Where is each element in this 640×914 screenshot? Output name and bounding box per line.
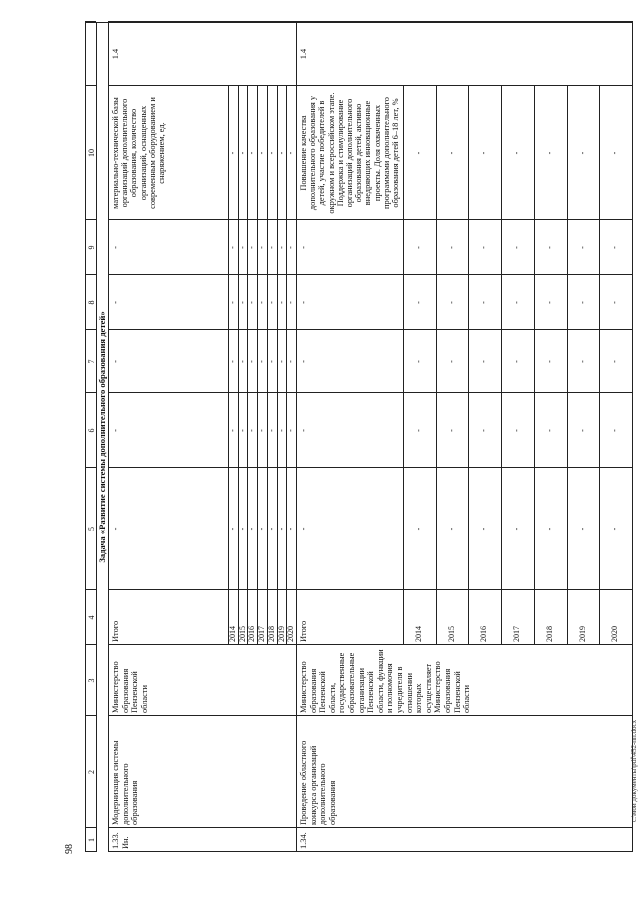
grid-line xyxy=(108,85,633,86)
year-value: - xyxy=(247,151,256,155)
year-value: - xyxy=(286,429,295,432)
measure-name: Проведение областного конкурса организаций дополнительного образования xyxy=(299,740,337,825)
year-label: 2016 xyxy=(247,626,256,642)
year-value: - xyxy=(447,429,457,432)
year-label: 2019 xyxy=(277,626,286,642)
year-value: - xyxy=(610,360,620,363)
year-value: - xyxy=(277,301,286,304)
year-value: - xyxy=(414,527,424,531)
year-value: - xyxy=(247,429,256,432)
year-value: - xyxy=(286,360,295,363)
column-number: 5 xyxy=(87,527,96,531)
year-value: - xyxy=(610,151,620,155)
year-value: - xyxy=(610,301,620,304)
year-value: - xyxy=(479,151,489,155)
column-number: 2 xyxy=(87,770,96,774)
year-value: - xyxy=(512,527,522,531)
year-value: - xyxy=(267,151,276,155)
year-value: - xyxy=(267,527,276,531)
grid-line xyxy=(108,715,633,716)
year-value: - xyxy=(238,360,247,363)
year-value: - xyxy=(247,301,256,304)
year-value: - xyxy=(512,151,522,155)
year-value: - xyxy=(414,151,424,155)
year-label: 2015 xyxy=(447,626,457,642)
year-value: - xyxy=(479,429,489,432)
row-number: 1.34. xyxy=(299,832,308,849)
year-value: - xyxy=(610,527,620,531)
year-value: - xyxy=(247,246,256,249)
page-number: 98 xyxy=(64,844,75,854)
year-label: 2018 xyxy=(267,626,276,642)
rotated-table-page xyxy=(85,22,633,852)
grid-line xyxy=(85,85,96,86)
grid-line xyxy=(85,827,96,828)
total-value: - xyxy=(299,301,308,304)
year-value: - xyxy=(512,429,522,432)
year-label: 2018 xyxy=(545,626,555,642)
indicator: Повышение качества дополнительного образования у детей, участие победителей в окружном и всероссийском этапе. Поддержка и стимулирование организаций дополнительного образования детей, активно внедряющих инновационные проекты. Доля охваченных программами дополнительного образования детей 6–18 лет, % xyxy=(299,92,401,214)
year-value: - xyxy=(228,429,237,432)
year-value: - xyxy=(545,360,555,363)
grid-line xyxy=(85,329,96,330)
grid-line xyxy=(96,22,97,852)
year-value: - xyxy=(545,527,555,531)
column-number: 1 xyxy=(87,838,96,842)
year-value: - xyxy=(545,301,555,304)
year-value: - xyxy=(267,246,276,249)
year-value: - xyxy=(545,429,555,432)
year-value: - xyxy=(228,527,237,531)
grid-line xyxy=(108,827,633,828)
year-value: - xyxy=(479,301,489,304)
year-value: - xyxy=(545,246,555,249)
year-value: - xyxy=(247,527,256,531)
grid-line xyxy=(85,22,633,23)
year-label: 2014 xyxy=(228,626,237,642)
grid-line xyxy=(85,274,96,275)
grid-line xyxy=(108,219,633,220)
row-number: 1.33. Ин. xyxy=(111,832,130,849)
grid-line xyxy=(108,274,633,275)
grid-line xyxy=(108,589,633,590)
year-value: - xyxy=(257,527,266,531)
year-value: - xyxy=(228,151,237,155)
year-row-line xyxy=(567,86,568,645)
total-value: - xyxy=(111,527,120,531)
grid-line xyxy=(85,851,96,852)
grid-line xyxy=(85,22,86,852)
grid-line xyxy=(108,467,633,468)
column-number: 6 xyxy=(87,428,96,433)
total-value: - xyxy=(299,527,308,531)
year-value: - xyxy=(479,527,489,531)
year-value: - xyxy=(447,301,457,304)
year-value: - xyxy=(277,360,286,363)
year-value: - xyxy=(257,151,266,155)
grid-line xyxy=(108,392,633,393)
year-value: - xyxy=(238,429,247,432)
year-value: - xyxy=(247,360,256,363)
year-label: 2017 xyxy=(512,626,522,642)
year-row-line xyxy=(599,86,600,645)
grid-line xyxy=(85,392,96,393)
total-value: - xyxy=(111,360,120,363)
year-row-line xyxy=(501,86,502,645)
grid-line xyxy=(85,467,96,468)
year-value: - xyxy=(277,151,286,155)
year-value: - xyxy=(257,360,266,363)
year-value: - xyxy=(578,151,588,155)
column-number: 10 xyxy=(87,149,96,157)
year-value: - xyxy=(228,360,237,363)
grid-line xyxy=(85,715,96,716)
year-value: - xyxy=(414,360,424,363)
year-value: - xyxy=(238,527,247,531)
total-value: - xyxy=(111,301,120,304)
year-value: - xyxy=(447,246,457,249)
column-number: 3 xyxy=(87,678,96,683)
year-value: - xyxy=(238,151,247,155)
executor: Министерство образования Пензенской области xyxy=(111,661,149,713)
indicator: материально-технической базы организаций дополнительного образования, количество организаций, оснащенных современным оборудованием и снаряжением, ед. xyxy=(111,97,167,209)
task-title: Задача «Развитие системы дополнительного образования детей» xyxy=(97,311,107,563)
year-value: - xyxy=(277,246,286,249)
year-value: - xyxy=(512,246,522,249)
executor: Министерство образования Пензенской области, государственные образовательные организации Пензенской области, функции и полномочия учредителя в отношении которых осуществляет Министерство образования Пензенской области xyxy=(299,649,472,713)
year-row-line xyxy=(534,86,535,645)
column-number: 9 xyxy=(87,245,96,250)
year-value: - xyxy=(578,301,588,304)
year-value: - xyxy=(267,429,276,432)
year-value: - xyxy=(257,246,266,249)
year-value: - xyxy=(447,151,457,155)
year-value: - xyxy=(286,527,295,531)
year-label: 2016 xyxy=(479,626,489,642)
column-number: 8 xyxy=(87,300,96,305)
last-column-value: 1.4 xyxy=(111,48,120,60)
year-row-line xyxy=(403,86,404,645)
total-value: - xyxy=(299,246,308,249)
column-number: 4 xyxy=(87,615,96,620)
year-value: - xyxy=(286,301,295,304)
year-value: - xyxy=(479,246,489,249)
total-value: - xyxy=(111,246,120,249)
year-value: - xyxy=(286,246,295,249)
year-value: - xyxy=(238,246,247,249)
total-label: Итого xyxy=(111,620,120,642)
year-label: 2017 xyxy=(257,626,266,642)
year-value: - xyxy=(277,527,286,531)
total-value: - xyxy=(111,429,120,432)
column-number: 7 xyxy=(87,359,96,364)
year-value: - xyxy=(578,246,588,249)
year-label: 2014 xyxy=(414,626,424,642)
year-value: - xyxy=(447,527,457,531)
grid-line xyxy=(85,219,96,220)
year-value: - xyxy=(447,360,457,363)
year-label: 2020 xyxy=(286,626,295,642)
year-row-line xyxy=(468,86,469,645)
file-path-footer: c:\мои документы\pdf\452-пп.docx xyxy=(630,719,638,822)
year-value: - xyxy=(414,246,424,249)
year-label: 2019 xyxy=(578,626,588,642)
year-value: - xyxy=(267,301,276,304)
grid-line xyxy=(85,644,96,645)
year-value: - xyxy=(578,527,588,531)
grid-line xyxy=(85,589,96,590)
year-label: 2020 xyxy=(610,626,620,642)
year-value: - xyxy=(610,429,620,432)
year-value: - xyxy=(414,301,424,304)
total-label: Итого xyxy=(299,620,308,642)
year-value: - xyxy=(277,429,286,432)
grid-line xyxy=(108,329,633,330)
grid-line xyxy=(108,644,633,645)
year-value: - xyxy=(610,246,620,249)
year-value: - xyxy=(286,151,295,155)
year-value: - xyxy=(512,360,522,363)
year-value: - xyxy=(228,246,237,249)
measure-name: Модернизация системы дополнительного образования xyxy=(111,740,140,825)
year-value: - xyxy=(479,360,489,363)
total-value: - xyxy=(299,429,308,432)
program-table xyxy=(85,22,633,852)
year-value: - xyxy=(578,360,588,363)
year-value: - xyxy=(238,301,247,304)
total-value: - xyxy=(299,360,308,363)
year-row-line xyxy=(436,86,437,645)
grid-line xyxy=(296,22,297,852)
year-label: 2015 xyxy=(238,626,247,642)
grid-line xyxy=(108,22,109,852)
year-value: - xyxy=(578,429,588,432)
year-value: - xyxy=(267,360,276,363)
year-value: - xyxy=(512,301,522,304)
year-value: - xyxy=(545,151,555,155)
last-column-value: 1.4 xyxy=(299,48,308,60)
year-value: - xyxy=(228,301,237,304)
grid-line xyxy=(108,851,633,852)
year-value: - xyxy=(257,301,266,304)
year-value: - xyxy=(414,429,424,432)
year-value: - xyxy=(257,429,266,432)
